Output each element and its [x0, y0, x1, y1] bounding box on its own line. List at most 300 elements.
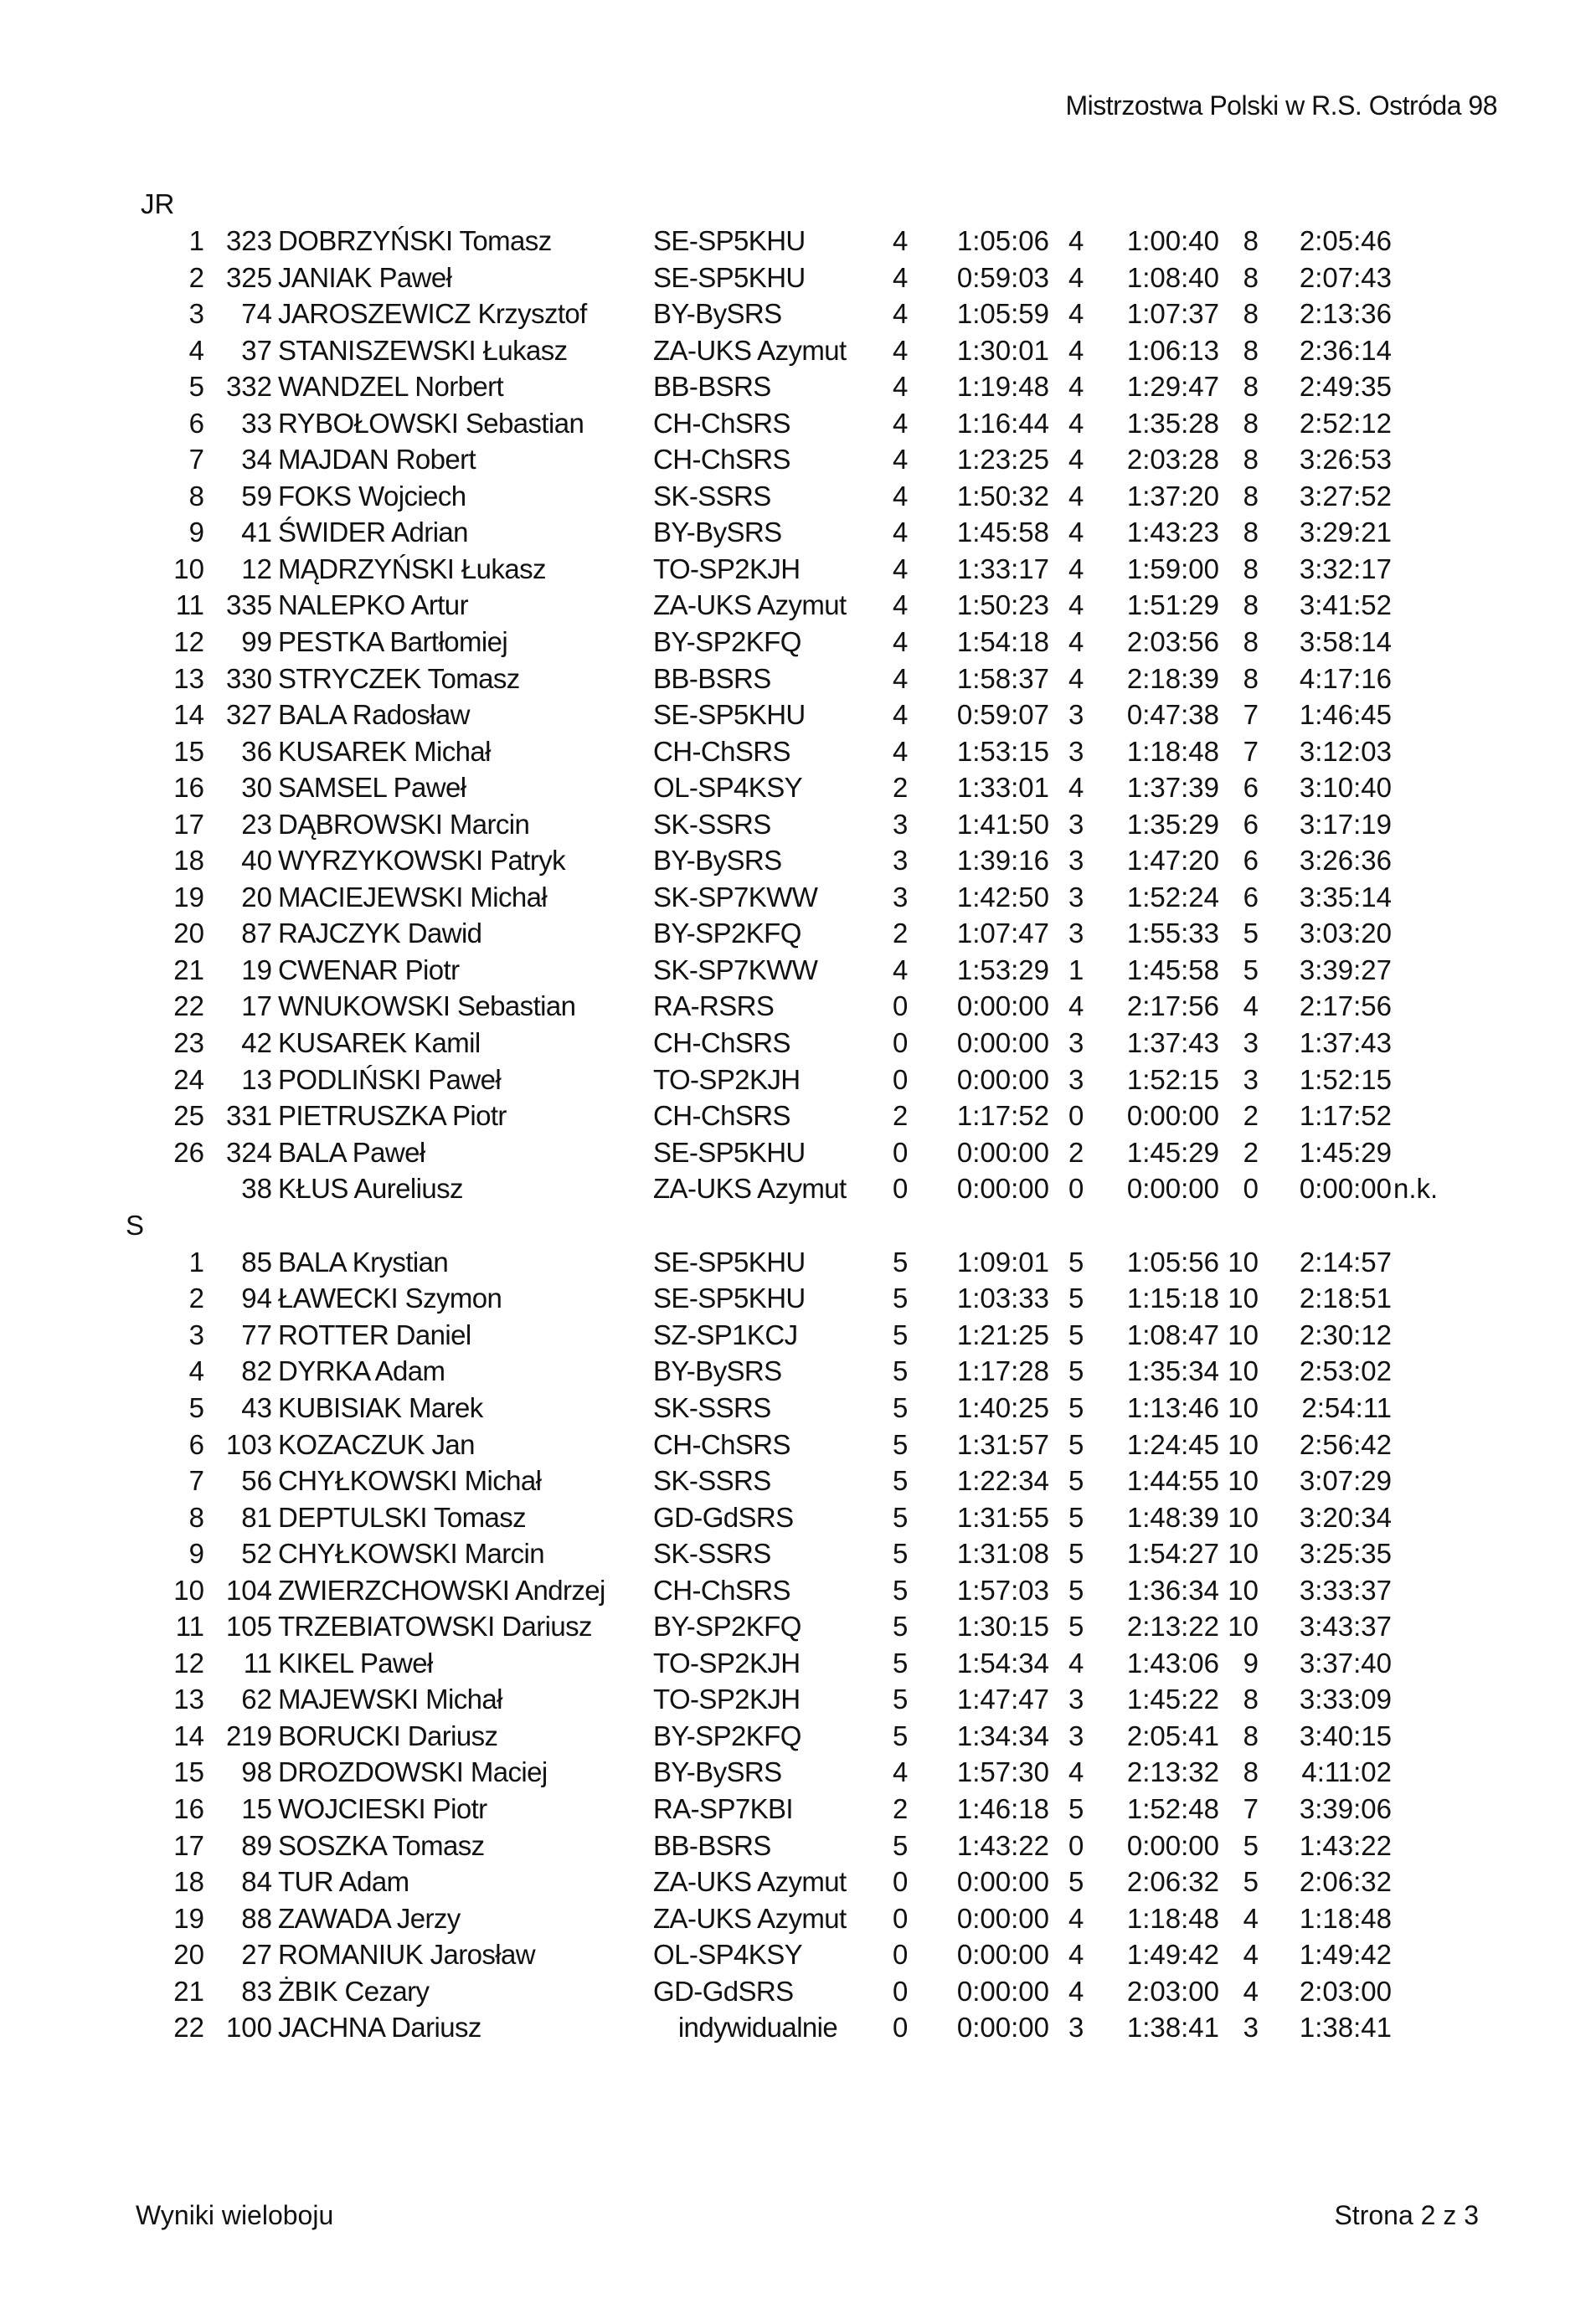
- round1-time-cell: 1:21:25: [956, 1319, 1049, 1350]
- start-number-cell: 327: [225, 699, 272, 731]
- competitor-name-cell: DROZDOWSKI Maciej: [278, 1756, 548, 1788]
- table-row: [0, 1170, 1596, 1207]
- club-cell: CH-ChSRS: [653, 1027, 790, 1059]
- competitor-name-cell: PIETRUSZKA Piotr: [278, 1100, 507, 1132]
- start-number-cell: 325: [225, 261, 272, 293]
- table-row: [0, 1098, 1596, 1134]
- round2-time-cell: 1:08:47: [1126, 1319, 1219, 1350]
- start-number-cell: 23: [241, 808, 272, 840]
- round1-points-cell: 5: [893, 1391, 909, 1423]
- round2-points-cell: 4: [1068, 553, 1084, 584]
- round2-points-cell: 4: [1068, 298, 1084, 330]
- round2-time-cell: 1:43:23: [1126, 517, 1219, 548]
- total-time-cell: 2:17:56: [1299, 990, 1392, 1022]
- table-row: [0, 1280, 1596, 1317]
- total-time-cell: 1:52:15: [1299, 1063, 1392, 1095]
- competitor-name-cell: BORUCKI Dariusz: [278, 1720, 498, 1751]
- total-time-cell: 3:39:27: [1299, 954, 1392, 985]
- round2-points-cell: 4: [1068, 261, 1084, 293]
- club-cell: SE-SP5KHU: [653, 1246, 806, 1278]
- round2-points-cell: 5: [1068, 1355, 1084, 1387]
- table-row: [0, 441, 1596, 478]
- round2-points-cell: 4: [1068, 517, 1084, 548]
- round2-points-cell: 4: [1068, 1975, 1084, 2007]
- total-points-cell: 7: [1243, 735, 1259, 767]
- round2-time-cell: 1:38:41: [1126, 2012, 1219, 2044]
- start-number-cell: 40: [241, 845, 272, 877]
- competitor-name-cell: KUBISIAK Marek: [278, 1391, 483, 1423]
- rank-cell: 23: [173, 1027, 204, 1059]
- round2-time-cell: 2:13:22: [1126, 1611, 1219, 1643]
- round2-time-cell: 1:13:46: [1126, 1391, 1219, 1423]
- round1-points-cell: 5: [893, 1647, 909, 1679]
- round1-time-cell: 1:19:48: [956, 371, 1049, 403]
- rank-cell: 13: [173, 1684, 204, 1715]
- round1-time-cell: 1:41:50: [956, 808, 1049, 840]
- total-points-cell: 10: [1228, 1246, 1259, 1278]
- table-row: [0, 952, 1596, 989]
- competitor-name-cell: WANDZEL Norbert: [278, 371, 504, 403]
- start-number-cell: 330: [225, 662, 272, 694]
- round1-points-cell: 5: [893, 1319, 909, 1350]
- start-number-cell: 89: [241, 1829, 272, 1861]
- round2-points-cell: 4: [1068, 990, 1084, 1022]
- round1-points-cell: 4: [893, 589, 909, 621]
- rank-cell: 22: [173, 990, 204, 1022]
- club-cell: BY-SP2KFQ: [653, 918, 801, 949]
- club-cell: SE-SP5KHU: [653, 261, 806, 293]
- club-cell: CH-ChSRS: [653, 407, 790, 439]
- table-row: [0, 514, 1596, 551]
- round1-points-cell: 4: [893, 261, 909, 293]
- round1-time-cell: 1:54:34: [956, 1647, 1049, 1679]
- round2-time-cell: 1:35:34: [1126, 1355, 1219, 1387]
- results-table: [0, 186, 1596, 2046]
- rank-cell: 13: [173, 662, 204, 694]
- competitor-name-cell: ROMANIUK Jarosław: [278, 1939, 536, 1971]
- round1-time-cell: 1:50:32: [956, 480, 1049, 512]
- round1-points-cell: 5: [893, 1829, 909, 1861]
- competitor-name-cell: TUR Adam: [278, 1866, 409, 1898]
- round2-points-cell: 3: [1068, 699, 1084, 731]
- rank-cell: 24: [173, 1063, 204, 1095]
- total-time-cell: 2:06:32: [1299, 1866, 1392, 1898]
- round1-points-cell: 5: [893, 1501, 909, 1533]
- round1-time-cell: 1:57:30: [956, 1756, 1049, 1788]
- rank-cell: 4: [188, 1355, 204, 1387]
- club-cell: CH-ChSRS: [653, 1100, 790, 1132]
- club-cell: TO-SP2KJH: [653, 553, 801, 584]
- total-points-cell: 2: [1243, 1100, 1259, 1132]
- round2-time-cell: 1:55:33: [1126, 918, 1219, 949]
- competitor-name-cell: ROTTER Daniel: [278, 1319, 471, 1350]
- rank-cell: 22: [173, 2012, 204, 2044]
- round1-points-cell: 0: [893, 1975, 909, 2007]
- round2-time-cell: 2:03:00: [1126, 1975, 1219, 2007]
- competitor-name-cell: CWENAR Piotr: [278, 954, 460, 985]
- total-points-cell: 5: [1243, 1829, 1259, 1861]
- total-time-cell: 3:43:37: [1299, 1611, 1392, 1643]
- start-number-cell: 42: [241, 1027, 272, 1059]
- total-points-cell: 3: [1243, 1027, 1259, 1059]
- competitor-name-cell: BALA Radosław: [278, 699, 470, 731]
- competitor-name-cell: KUSAREK Michał: [278, 735, 491, 767]
- club-cell: RA-RSRS: [653, 990, 775, 1022]
- total-points-cell: 4: [1243, 1902, 1259, 1934]
- rank-cell: 1: [188, 225, 204, 256]
- competitor-name-cell: MAJEWSKI Michał: [278, 1684, 502, 1715]
- start-number-cell: 52: [241, 1538, 272, 1570]
- round1-points-cell: 2: [893, 1792, 909, 1824]
- round2-time-cell: 1:06:13: [1126, 334, 1219, 366]
- table-row: [0, 260, 1596, 296]
- total-points-cell: 8: [1243, 1684, 1259, 1715]
- start-number-cell: 87: [241, 918, 272, 949]
- round2-time-cell: 1:45:29: [1126, 1136, 1219, 1168]
- club-cell: TO-SP2KJH: [653, 1684, 801, 1715]
- round1-points-cell: 4: [893, 1756, 909, 1788]
- round1-time-cell: 1:58:37: [956, 662, 1049, 694]
- round2-points-cell: 4: [1068, 407, 1084, 439]
- round2-points-cell: 5: [1068, 1792, 1084, 1824]
- round1-points-cell: 4: [893, 480, 909, 512]
- round1-points-cell: 4: [893, 553, 909, 584]
- round1-points-cell: 0: [893, 1136, 909, 1168]
- table-row: [0, 478, 1596, 515]
- competitor-name-cell: ŁAWECKI Szymon: [278, 1283, 502, 1314]
- round2-time-cell: 1:36:34: [1126, 1574, 1219, 1606]
- club-cell: SK-SP7KWW: [653, 881, 818, 913]
- total-time-cell: 3:10:40: [1299, 772, 1392, 804]
- competitor-name-cell: RAJCZYK Dawid: [278, 918, 482, 949]
- round2-points-cell: 5: [1068, 1391, 1084, 1423]
- round1-points-cell: 5: [893, 1355, 909, 1387]
- table-row: [0, 1134, 1596, 1171]
- table-row: [0, 624, 1596, 661]
- round1-points-cell: 4: [893, 517, 909, 548]
- club-cell: TO-SP2KJH: [653, 1063, 801, 1095]
- start-number-cell: 105: [225, 1611, 272, 1643]
- round2-time-cell: 0:47:38: [1126, 699, 1219, 731]
- competitor-name-cell: STRYCZEK Tomasz: [278, 662, 520, 694]
- rank-cell: 21: [173, 954, 204, 985]
- round1-time-cell: 0:00:00: [956, 1866, 1049, 1898]
- competitor-name-cell: KIKEL Paweł: [278, 1647, 433, 1679]
- table-row: [0, 1499, 1596, 1536]
- table-row: [0, 405, 1596, 442]
- round1-points-cell: 0: [893, 2012, 909, 2044]
- round1-time-cell: 1:47:47: [956, 1684, 1049, 1715]
- competitor-name-cell: TRZEBIATOWSKI Dariusz: [278, 1611, 592, 1643]
- club-cell: SK-SSRS: [653, 1391, 771, 1423]
- start-number-cell: 74: [241, 298, 272, 330]
- round2-points-cell: 4: [1068, 1939, 1084, 1971]
- competitor-name-cell: DYRKA Adam: [278, 1355, 445, 1387]
- round2-time-cell: 1:59:00: [1126, 553, 1219, 584]
- round2-points-cell: 3: [1068, 1063, 1084, 1095]
- round1-points-cell: 5: [893, 1574, 909, 1606]
- round2-time-cell: 2:06:32: [1126, 1866, 1219, 1898]
- rank-cell: 17: [173, 1829, 204, 1861]
- table-row: [0, 223, 1596, 260]
- start-number-cell: 36: [241, 735, 272, 767]
- table-row: [0, 1936, 1596, 1973]
- total-time-cell: 1:43:22: [1299, 1829, 1392, 1861]
- table-row: [0, 368, 1596, 405]
- total-points-cell: 4: [1243, 1975, 1259, 2007]
- rank-cell: 2: [188, 261, 204, 293]
- round1-points-cell: 3: [893, 881, 909, 913]
- round1-time-cell: 1:50:23: [956, 589, 1049, 621]
- table-row: [0, 1828, 1596, 1864]
- round1-points-cell: 4: [893, 662, 909, 694]
- round2-points-cell: 5: [1068, 1283, 1084, 1314]
- total-points-cell: 7: [1243, 699, 1259, 731]
- round1-time-cell: 1:31:55: [956, 1501, 1049, 1533]
- competitor-name-cell: MACIEJEWSKI Michał: [278, 881, 548, 913]
- round2-points-cell: 3: [1068, 2012, 1084, 2044]
- total-time-cell: 3:40:15: [1299, 1720, 1392, 1751]
- table-row: [0, 2009, 1596, 2046]
- total-points-cell: 8: [1243, 517, 1259, 548]
- table-row: [0, 842, 1596, 879]
- round2-time-cell: 2:03:28: [1126, 444, 1219, 476]
- rank-cell: 15: [173, 1756, 204, 1788]
- round2-time-cell: 1:08:40: [1126, 261, 1219, 293]
- total-points-cell: 8: [1243, 1756, 1259, 1788]
- round1-points-cell: 4: [893, 225, 909, 256]
- round1-points-cell: 0: [893, 990, 909, 1022]
- total-points-cell: 3: [1243, 1063, 1259, 1095]
- round2-points-cell: 4: [1068, 225, 1084, 256]
- total-time-cell: 2:03:00: [1299, 1975, 1392, 2007]
- round2-points-cell: 5: [1068, 1611, 1084, 1643]
- round1-points-cell: 4: [893, 954, 909, 985]
- rank-cell: 6: [188, 407, 204, 439]
- round1-time-cell: 1:45:58: [956, 517, 1049, 548]
- table-row: [0, 1754, 1596, 1791]
- page-header-title: Mistrzostwa Polski w R.S. Ostróda 98: [1065, 90, 1497, 121]
- total-time-cell: 1:46:45: [1299, 699, 1392, 731]
- round1-time-cell: 1:33:17: [956, 553, 1049, 584]
- competitor-name-cell: WNUKOWSKI Sebastian: [278, 990, 576, 1022]
- rank-cell: 25: [173, 1100, 204, 1132]
- total-points-cell: 5: [1243, 918, 1259, 949]
- rank-cell: 8: [188, 1501, 204, 1533]
- table-row: [0, 1718, 1596, 1755]
- total-time-cell: 2:36:14: [1299, 334, 1392, 366]
- round1-time-cell: 1:46:18: [956, 1792, 1049, 1824]
- total-time-cell: 1:45:29: [1299, 1136, 1392, 1168]
- round2-time-cell: 2:13:32: [1126, 1756, 1219, 1788]
- start-number-cell: 335: [225, 589, 272, 621]
- start-number-cell: 83: [241, 1975, 272, 2007]
- start-number-cell: 219: [225, 1720, 272, 1751]
- total-points-cell: 5: [1243, 1866, 1259, 1898]
- competitor-name-cell: KŁUS Aureliusz: [278, 1173, 463, 1205]
- total-points-cell: 10: [1228, 1355, 1259, 1387]
- round2-time-cell: 1:37:43: [1126, 1027, 1219, 1059]
- round1-points-cell: 5: [893, 1538, 909, 1570]
- competitor-name-cell: JANIAK Paweł: [278, 261, 452, 293]
- start-number-cell: 331: [225, 1100, 272, 1132]
- round1-points-cell: 4: [893, 626, 909, 658]
- total-time-cell: 2:30:12: [1299, 1319, 1392, 1350]
- round2-points-cell: 4: [1068, 662, 1084, 694]
- rank-cell: 8: [188, 480, 204, 512]
- start-number-cell: 332: [225, 371, 272, 403]
- start-number-cell: 98: [241, 1756, 272, 1788]
- start-number-cell: 33: [241, 407, 272, 439]
- round2-points-cell: 4: [1068, 1756, 1084, 1788]
- start-number-cell: 323: [225, 225, 272, 256]
- club-cell: SK-SP7KWW: [653, 954, 818, 985]
- total-time-cell: 2:05:46: [1299, 225, 1392, 256]
- total-points-cell: 10: [1228, 1538, 1259, 1570]
- round2-points-cell: 0: [1068, 1173, 1084, 1205]
- round2-time-cell: 1:35:29: [1126, 808, 1219, 840]
- club-cell: ZA-UKS Azymut: [653, 334, 847, 366]
- total-points-cell: 8: [1243, 553, 1259, 584]
- round1-points-cell: 4: [893, 298, 909, 330]
- round1-time-cell: 1:17:28: [956, 1355, 1049, 1387]
- start-number-cell: 41: [241, 517, 272, 548]
- total-points-cell: 8: [1243, 371, 1259, 403]
- round1-time-cell: 0:59:03: [956, 261, 1049, 293]
- total-points-cell: 8: [1243, 662, 1259, 694]
- club-cell: SK-SSRS: [653, 808, 771, 840]
- round2-points-cell: 5: [1068, 1574, 1084, 1606]
- round1-points-cell: 0: [893, 1063, 909, 1095]
- club-cell: SE-SP5KHU: [653, 1283, 806, 1314]
- total-points-cell: 0: [1243, 1173, 1259, 1205]
- start-number-cell: 100: [225, 2012, 272, 2044]
- total-time-cell: 3:33:37: [1299, 1574, 1392, 1606]
- round1-time-cell: 1:43:22: [956, 1829, 1049, 1861]
- rank-cell: 2: [188, 1283, 204, 1314]
- table-row: [0, 1973, 1596, 2010]
- club-cell: CH-ChSRS: [653, 735, 790, 767]
- round2-time-cell: 1:45:22: [1126, 1684, 1219, 1715]
- table-row: [0, 661, 1596, 697]
- total-time-cell: 3:41:52: [1299, 589, 1392, 621]
- round1-points-cell: 4: [893, 371, 909, 403]
- club-cell: ZA-UKS Azymut: [653, 1866, 847, 1898]
- club-cell: BY-BySRS: [653, 845, 782, 877]
- round2-points-cell: 4: [1068, 334, 1084, 366]
- table-row: [0, 1791, 1596, 1828]
- round2-time-cell: 1:52:15: [1126, 1063, 1219, 1095]
- start-number-cell: 88: [241, 1902, 272, 1934]
- rank-cell: 14: [173, 699, 204, 731]
- club-cell: SK-SSRS: [653, 1465, 771, 1497]
- club-cell: SE-SP5KHU: [653, 225, 806, 256]
- round2-points-cell: 3: [1068, 881, 1084, 913]
- competitor-name-cell: DĄBROWSKI Marcin: [278, 808, 530, 840]
- club-cell: ZA-UKS Azymut: [653, 589, 847, 621]
- table-row: [0, 1244, 1596, 1281]
- round1-points-cell: 5: [893, 1684, 909, 1715]
- round2-time-cell: 2:05:41: [1126, 1720, 1219, 1751]
- competitor-name-cell: ŻBIK Cezary: [278, 1975, 430, 2007]
- total-points-cell: 10: [1228, 1319, 1259, 1350]
- round1-time-cell: 0:00:00: [956, 1902, 1049, 1934]
- competitor-name-cell: DOBRZYŃSKI Tomasz: [278, 225, 552, 256]
- start-number-cell: 103: [225, 1428, 272, 1460]
- competitor-name-cell: ZWIERZCHOWSKI Andrzej: [278, 1574, 605, 1606]
- total-points-cell: 10: [1228, 1611, 1259, 1643]
- round2-time-cell: 1:45:58: [1126, 954, 1219, 985]
- club-cell: BB-BSRS: [653, 1829, 771, 1861]
- total-time-cell: 3:20:34: [1299, 1501, 1392, 1533]
- start-number-cell: 84: [241, 1866, 272, 1898]
- round2-points-cell: 5: [1068, 1465, 1084, 1497]
- total-points-cell: 8: [1243, 626, 1259, 658]
- competitor-name-cell: JACHNA Dariusz: [278, 2012, 481, 2044]
- round1-time-cell: 1:09:01: [956, 1246, 1049, 1278]
- total-time-cell: 1:18:48: [1299, 1902, 1392, 1934]
- total-points-cell: 7: [1243, 1792, 1259, 1824]
- rank-cell: 12: [173, 1647, 204, 1679]
- rank-cell: 5: [188, 371, 204, 403]
- table-row: [0, 1864, 1596, 1900]
- total-time-cell: 1:37:43: [1299, 1027, 1392, 1059]
- table-row: [0, 806, 1596, 843]
- total-time-cell: 3:27:52: [1299, 480, 1392, 512]
- rank-cell: 3: [188, 1319, 204, 1350]
- round2-points-cell: 3: [1068, 1684, 1084, 1715]
- competitor-name-cell: RYBOŁOWSKI Sebastian: [278, 407, 584, 439]
- table-row: [0, 988, 1596, 1025]
- rank-cell: 16: [173, 1792, 204, 1824]
- round2-time-cell: 1:52:24: [1126, 881, 1219, 913]
- competitor-name-cell: ZAWADA Jerzy: [278, 1902, 461, 1934]
- total-points-cell: 10: [1228, 1501, 1259, 1533]
- rank-cell: 16: [173, 772, 204, 804]
- start-number-cell: 94: [241, 1283, 272, 1314]
- round2-time-cell: 2:03:56: [1126, 626, 1219, 658]
- round2-time-cell: 0:00:00: [1126, 1100, 1219, 1132]
- note-cell: n.k.: [1393, 1173, 1439, 1205]
- total-time-cell: 3:33:09: [1299, 1684, 1392, 1715]
- round1-time-cell: 1:30:01: [956, 334, 1049, 366]
- table-row: [0, 915, 1596, 952]
- total-time-cell: 2:49:35: [1299, 371, 1392, 403]
- competitor-name-cell: WOJCIESKI Piotr: [278, 1792, 487, 1824]
- club-cell: BY-BySRS: [653, 1355, 782, 1387]
- competitor-name-cell: KUSAREK Kamil: [278, 1027, 481, 1059]
- round1-points-cell: 5: [893, 1720, 909, 1751]
- total-time-cell: 1:17:52: [1299, 1100, 1392, 1132]
- start-number-cell: 56: [241, 1465, 272, 1497]
- rank-cell: 9: [188, 1538, 204, 1570]
- club-cell: SZ-SP1KCJ: [653, 1319, 798, 1350]
- table-row: [0, 1608, 1596, 1645]
- total-points-cell: 2: [1243, 1136, 1259, 1168]
- round1-time-cell: 1:31:08: [956, 1538, 1049, 1570]
- club-cell: TO-SP2KJH: [653, 1647, 801, 1679]
- round1-time-cell: 1:23:25: [956, 444, 1049, 476]
- start-number-cell: 38: [241, 1173, 272, 1205]
- rank-cell: 12: [173, 626, 204, 658]
- round1-time-cell: 1:05:59: [956, 298, 1049, 330]
- rank-cell: 7: [188, 1465, 204, 1497]
- round1-time-cell: 1:30:15: [956, 1611, 1049, 1643]
- round1-time-cell: 1:54:18: [956, 626, 1049, 658]
- total-time-cell: 2:53:02: [1299, 1355, 1392, 1387]
- total-points-cell: 5: [1243, 954, 1259, 985]
- round1-points-cell: 3: [893, 845, 909, 877]
